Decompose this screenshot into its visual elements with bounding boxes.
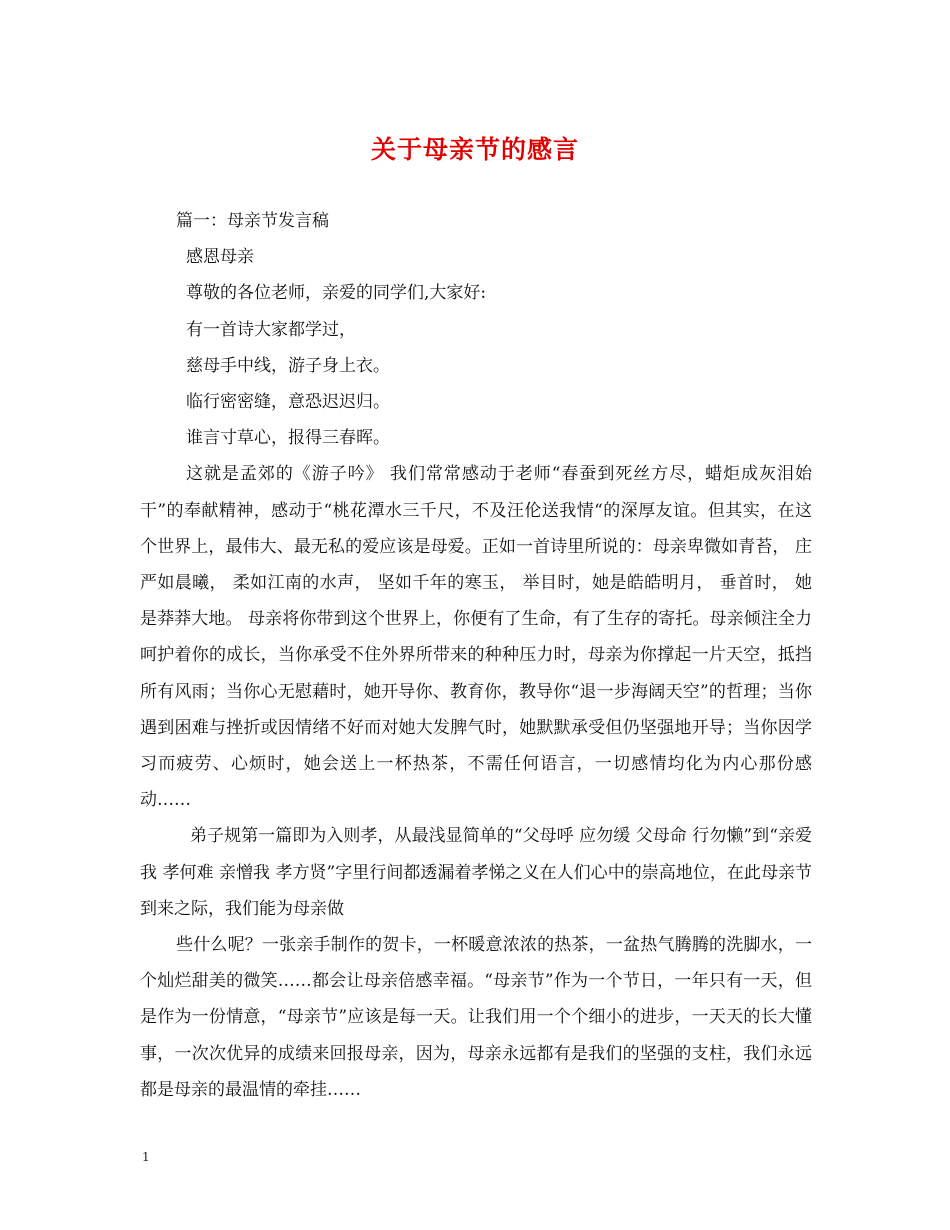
document-title: 关于母亲节的感言 [370,135,579,164]
poem-line: 谁言寸草心，报得三春晖。 [186,428,390,449]
poem-line: 慈母手中线，游子身上衣。 [186,355,390,376]
subtitle: 感恩母亲 [186,247,254,268]
paragraph: 些什么呢？一张亲手制作的贺卡，一杯暖意浓浓的热茶，一盆热气腾腾的洗脚水，一个灿烂甜美的微笑……都会让母亲倍感幸福。“母亲节”作为一个节日，一年只有一天，但是作为一份情意，“母亲节”应该是每一天。让我们用一个个细小的进步，一天天的长大懂事，一次次优异的成绩来回报母亲，因为，母亲永远都有是我们的坚强的支柱，我们永远都是母亲的最温情的牵挂…… [140,935,812,1100]
poem-line: 有一首诗大家都学过， [186,319,356,340]
greeting: 尊敬的各位老师，亲爱的同学们,大家好: [186,283,487,304]
paragraph: 弟子规第一篇即为入则孝，从最浅显简单的“父母呼 应勿缓 父母命 行勿懒”到“亲爱我 孝何难 亲憎我 孝方贤”字里行间都透漏着孝悌之义在人们心中的崇高地位，在此母亲节到来之际，我们能为母亲做 [140,826,812,919]
section-heading: 篇一：母亲节发言稿 [176,211,329,231]
page-number: 1 [142,1150,150,1164]
poem-line: 临行密密缝，意恐迟迟归。 [186,392,390,413]
paragraph: 这就是孟郊的《游子吟》 我们常常感动于老师“春蚕到死丝方尽，蜡炬成灰泪始干”的奉献精神，感动于“桃花潭水三千尺，不及汪伦送我情“的深厚友谊。但其实，在这个世界上，最伟大、最无私的爱应该是母爱。正如一首诗里所说的：母亲卑微如青苔， 庄严如晨曦， 柔如江南的水声， 坚如千年的寒玉， 举目时，她是皓皓明月， 垂首时， 她是莽莽大地。 母亲将你带到这个世界上，你便有了生命，有了生存的寄托。母亲倾注全力呵护着你的成长，当你承受不住外界所带来的种种压力时，母亲为你撑起一片天空，抵挡所有风雨；当你心无慰藉时，她开导你、教育你，教导你“退一步海阔天空”的哲理；当你遇到困难与挫折或因情绪不好而对她大发脾气时，她默默承受但仍坚强地开导；当你因学习而疲劳、心烦时，她会送上一杯热茶，不需任何语言，一切感情均化为内心那份感动…… [140,464,812,811]
document-body [140,203,812,1108]
